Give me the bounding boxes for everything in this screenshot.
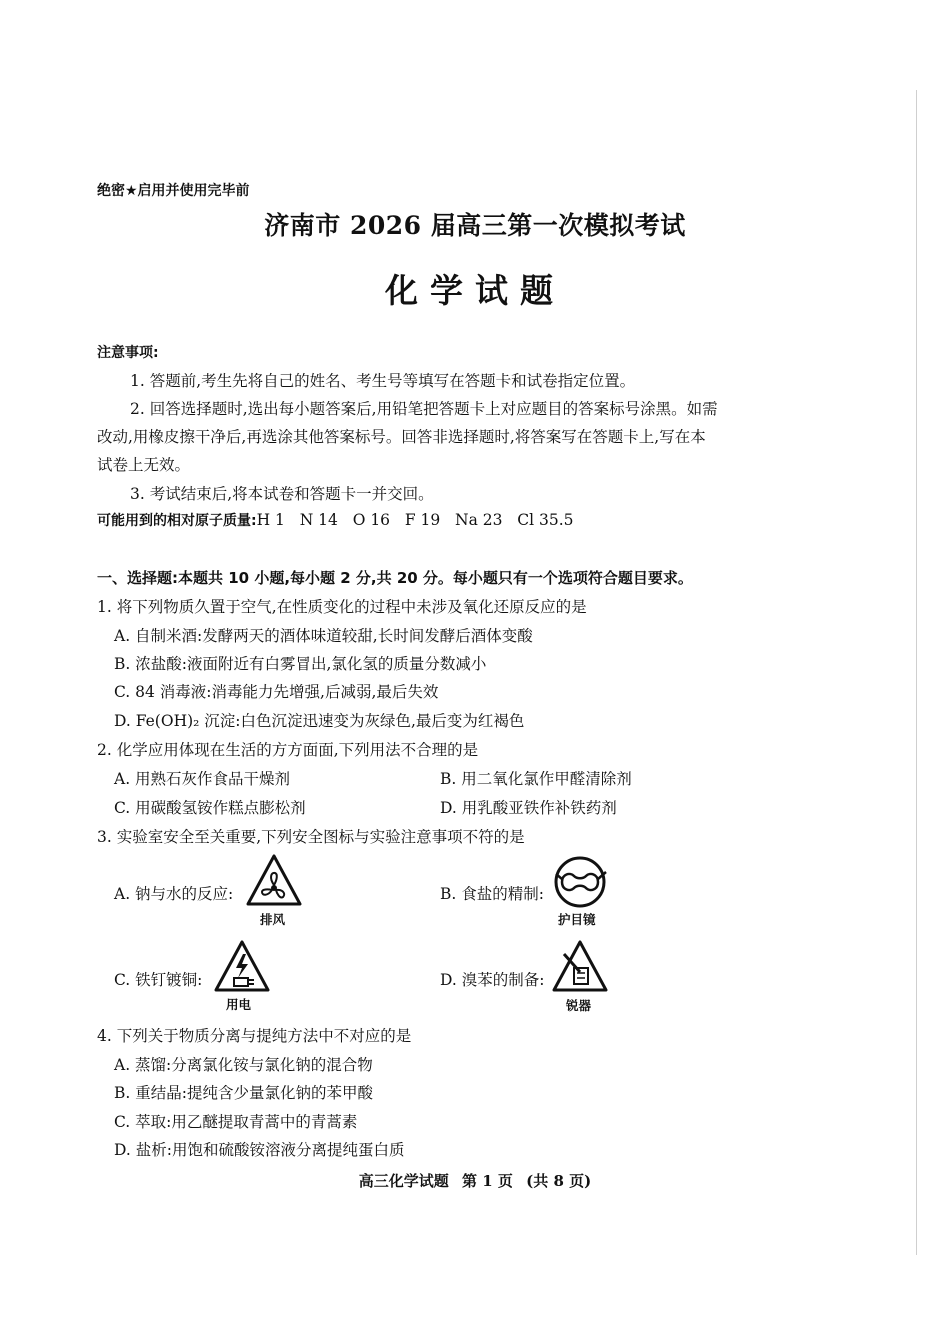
q3-option-c: C. 铁钉镀铜: — [114, 971, 203, 989]
notice-item-2-line-2: 改动,用橡皮擦干净后,再选涂其他答案标号。回答非选择题时,将答案写在答题卡上,写在本 — [97, 428, 706, 446]
q4-option-d: D. 盐析:用饱和硫酸铵溶液分离提纯蛋白质 — [114, 1141, 405, 1159]
notice-item-1: 1. 答题前,考生先将自己的姓名、考生号等填写在答题卡和试卷指定位置。 — [130, 372, 636, 390]
q2-option-c: C. 用碳酸氢铵作糕点膨松剂 — [114, 799, 306, 817]
section-1-heading: 一、选择题:本题共 10 小题,每小题 2 分,共 20 分。每小题只有一个选项符合题目要求。 — [97, 569, 693, 587]
q2-option-a: A. 用熟石灰作食品干燥剂 — [114, 770, 291, 788]
subject-title: 化学试题 — [385, 271, 565, 310]
notice-heading: 注意事项: — [97, 345, 159, 361]
q1-option-b: B. 浓盐酸:液面附近有白雾冒出,氯化氢的质量分数减小 — [114, 655, 487, 673]
footer-total-pages: (共 8 页) — [526, 1172, 592, 1190]
atomic-mass-line — [97, 510, 574, 530]
q1-stem: 1. 将下列物质久置于空气,在性质变化的过程中未涉及氧化还原反应的是 — [97, 598, 587, 616]
sharp-object-icon — [550, 938, 610, 998]
q1-option-d: D. Fe(OH)₂ 沉淀:白色沉淀迅速变为灰绿色,最后变为红褐色 — [114, 712, 525, 730]
q1-option-c: C. 84 消毒液:消毒能力先增强,后减弱,最后失效 — [114, 683, 439, 701]
icon-label-sharp: 锐器 — [566, 998, 592, 1013]
q2-option-b: B. 用二氧化氯作甲醛清除剂 — [440, 770, 632, 788]
exam-title: 济南市 2026 届高三第一次模拟考试 — [264, 211, 686, 240]
q3-option-d: D. 溴苯的制备: — [440, 971, 545, 989]
q3-stem: 3. 实验室安全至关重要,下列安全图标与实验注意事项不符的是 — [97, 828, 525, 846]
q4-stem: 4. 下列关于物质分离与提纯方法中不对应的是 — [97, 1027, 412, 1045]
q1-option-a: A. 自制米酒:发酵两天的酒体味道较甜,长时间发酵后酒体变酸 — [114, 627, 533, 645]
footer-paper: 高三化学试题 — [358, 1172, 449, 1190]
q3-option-b: B. 食盐的精制: — [440, 885, 544, 903]
icon-label-goggles: 护目镜 — [558, 912, 596, 927]
secret-mark: 绝密★启用并使用完毕前 — [97, 183, 250, 199]
exhaust-fan-icon — [244, 852, 304, 912]
icon-label-electricity: 用电 — [226, 997, 252, 1012]
atomic-mass-label: 可能用到的相对原子质量: — [97, 513, 257, 529]
notice-item-2-line-1: 2. 回答选择题时,选出每小题答案后,用铅笔把答题卡上对应题目的答案标号涂黑。如需 — [130, 400, 718, 418]
goggles-icon — [550, 852, 610, 912]
q2-stem: 2. 化学应用体现在生活的方方面面,下列用法不合理的是 — [97, 741, 479, 759]
electricity-icon — [212, 938, 272, 998]
notice-item-2-line-3: 试卷上无效。 — [97, 456, 191, 474]
q4-option-c: C. 萃取:用乙醚提取青蒿中的青蒿素 — [114, 1113, 358, 1131]
q2-option-d: D. 用乳酸亚铁作补铁药剂 — [440, 799, 617, 817]
notice-item-3: 3. 考试结束后,将本试卷和答题卡一并交回。 — [130, 485, 434, 503]
q3-option-a: A. 钠与水的反应: — [114, 885, 234, 903]
atomic-mass-values: H 1 N 14 O 16 F 19 Na 23 Cl 35.5 — [256, 511, 574, 529]
q4-option-a: A. 蒸馏:分离氯化铵与氯化钠的混合物 — [114, 1056, 373, 1074]
icon-label-exhaust: 排风 — [260, 912, 286, 927]
footer-page-number: 第 1 页 — [462, 1172, 513, 1190]
q4-option-b: B. 重结晶:提纯含少量氯化钠的苯甲酸 — [114, 1084, 373, 1102]
page-footer — [0, 1170, 950, 1191]
